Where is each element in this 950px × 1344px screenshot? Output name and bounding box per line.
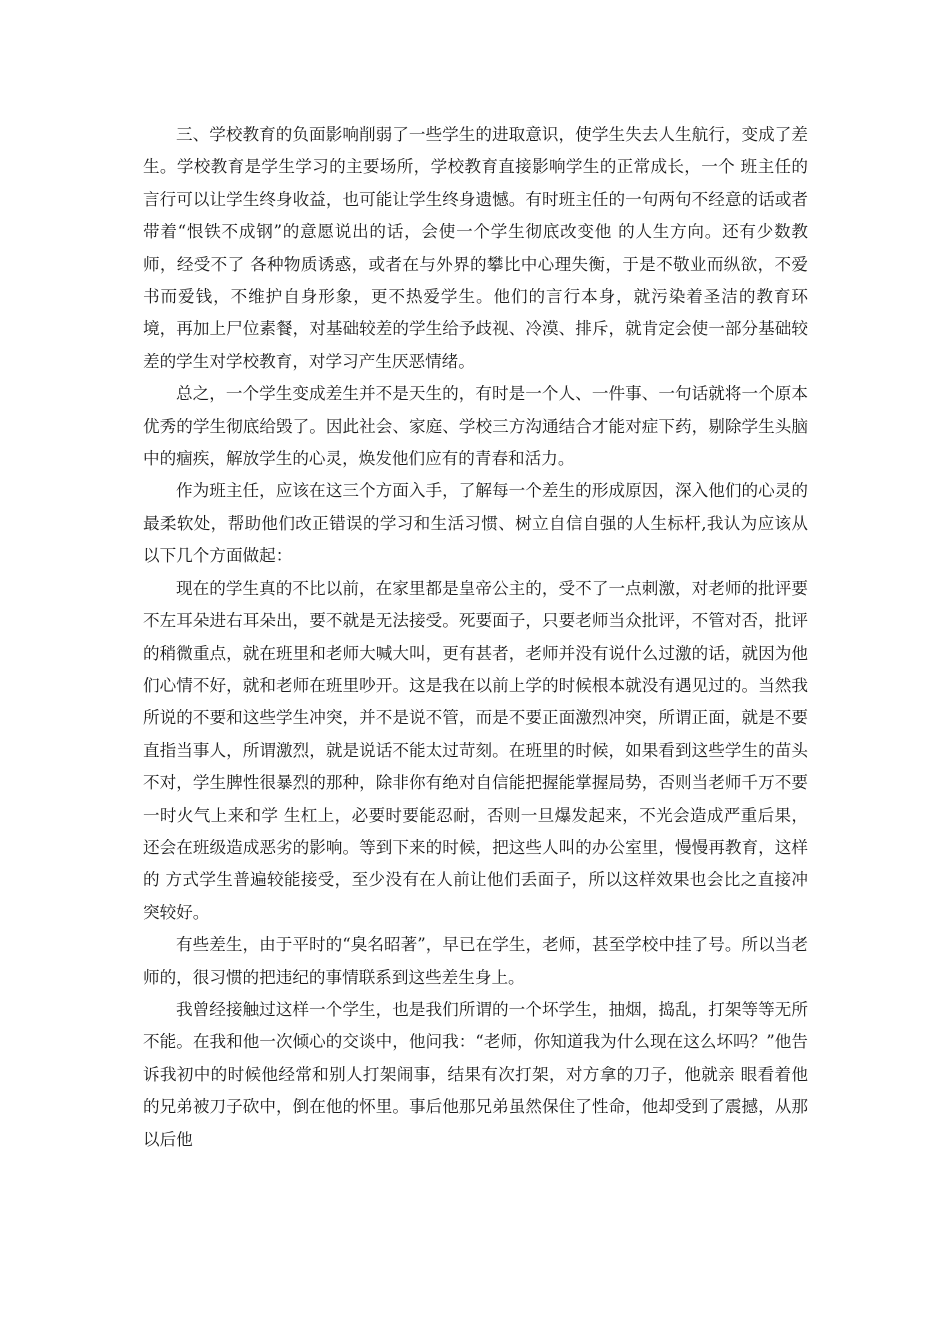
paragraph-head-teacher-approach: 作为班主任，应该在这三个方面入手，了解每一个差生的形成原因，深入他们的心灵的最柔软处，帮助他们改正错误的学习和生活习惯、树立自信自强的人生标杆,我认为应该从以下几个方面做起： bbox=[143, 481, 808, 566]
paragraph-labeled-students: 有些差生，由于平时的“臭名昭著”，早已在学生，老师，甚至学校中挂了号。所以当老师的，很习惯的把违纪的事情联系到这些差生身上。 bbox=[143, 935, 808, 987]
document-body bbox=[143, 119, 808, 1156]
paragraph-school-education: 三、学校教育的负面影响削弱了一些学生的进取意识，使学生失去人生航行，变成了差生。学校教育是学生学习的主要场所，学校教育直接影响学生的正常成长，一个 班主任的言行可以让学生终身收益，也可能让学生终身遗憾。有时班主任的一句两句不经意的话或者带着“恨铁不成钢”的意愿说出的话，会使一个学生彻底改变他 的人生方向。还有少数教师，经受不了 各种物质诱惑，或者在与外界的攀比中心理失衡，于是不敬业而纵欲，不爱书而爱钱，不维护自身形象，更不热爱学生。他们的言行本身，就污染着圣洁的教育环 境，再加上尸位素餐，对基础较差的学生给予歧视、冷漠、排斥，就肯定会使一部分基础较差的学生对学校教育，对学习产生厌恶情绪。 bbox=[143, 125, 808, 371]
paragraph-student-story: 我曾经接触过这样一个学生，也是我们所谓的一个坏学生，抽烟，捣乱，打架等等无所不能。在我和他一次倾心的交谈中，他问我：“老师，你知道我为什么现在这么坏吗？”他告诉我初中的时候他经常和别人打架闹事，结果有次打架，对方拿的刀子，他就亲 眼看着他的兄弟被刀子砍中，倒在他的怀里。事后他那兄弟虽然保住了性命，他却受到了震撼，从那以后他 bbox=[143, 999, 808, 1149]
paragraph-avoid-conflict: 现在的学生真的不比以前，在家里都是皇帝公主的，受不了一点刺激，对老师的批评要不左耳朵进右耳朵出，要不就是无法接受。死要面子，只要老师当众批评，不管对否，批评的稍微重点，就在班里和老师大喊大叫，更有甚者，老师并没有说什么过激的话，就因为他们心情不好，就和老师在班里吵开。这是我在以前上学的时候根本就没有遇见过的。当然我所说的不要和这些学生冲突，并不是说不管，而是不要正面激烈冲突，所谓正面，就是不要直指当事人，所谓激烈，就是说话不能太过苛刻。在班里的时候，如果看到这些学生的苗头不对，学生脾性很暴烈的那种，除非你有绝对自信能把握能掌握局势，否则当老师千万不要一时火气上来和学 生杠上，必要时要能忍耐，否则一旦爆发起来，不光会造成严重后果，还会在班级造成恶劣的影响。等到下来的时候，把这些人叫的办公室里，慢慢再教育，这样的 方式学生普遍较能接受，至少没有在人前让他们丢面子，所以这样效果也会比之直接冲突较好。 bbox=[143, 578, 808, 922]
paragraph-summary: 总之，一个学生变成差生并不是天生的，有时是一个人、一件事、一句话就将一个原本优秀的学生彻底给毁了。因此社会、家庭、学校三方沟通结合才能对症下药，剔除学生头脑中的痼疾，解放学生的心灵，焕发他们应有的青春和活力。 bbox=[143, 384, 808, 469]
